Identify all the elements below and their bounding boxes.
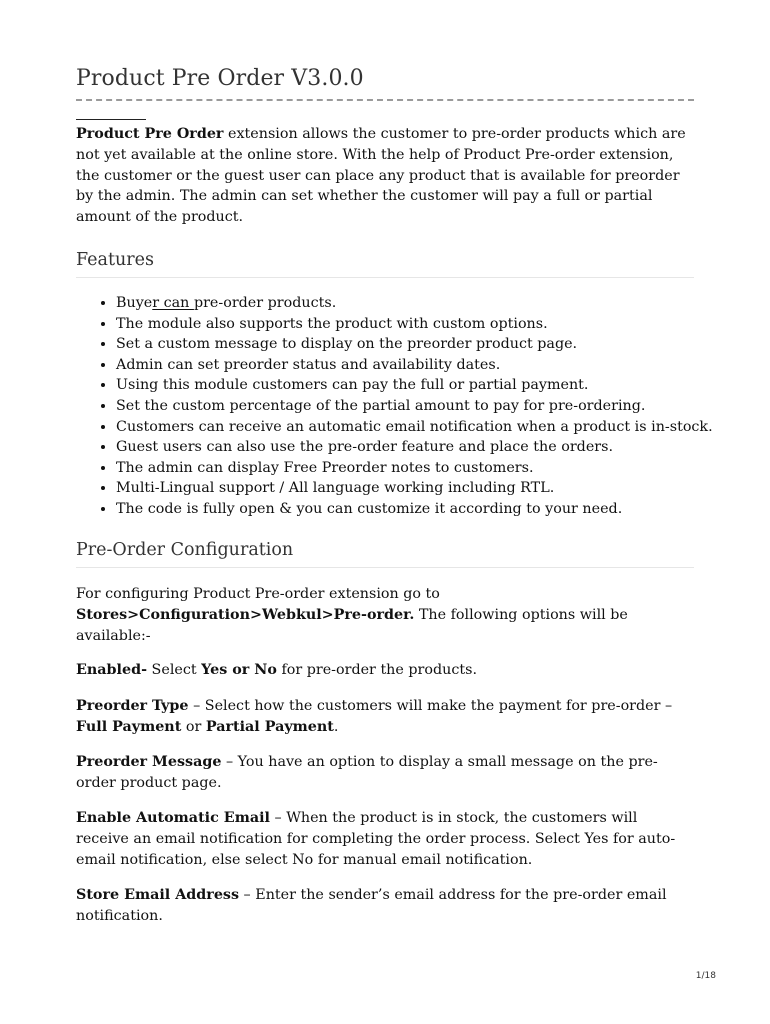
feature-item: • The module also supports the product with custom options.: [116, 314, 756, 335]
preorder-type-label: Preorder Type: [76, 698, 189, 714]
enabled-tail: for pre-order the products.: [276, 662, 477, 678]
config-heading: Pre-Order Configuration: [76, 540, 694, 568]
config-intro: [76, 584, 694, 646]
store-email-option: [76, 885, 694, 927]
preorder-type-option: [76, 696, 694, 738]
config-path: Stores>Configuration>Webkul>Pre-order.: [76, 606, 415, 623]
feature-item: • Admin can set preorder status and availability dates.: [116, 355, 756, 376]
feature-item: • Guest users can also use the pre-order feature and place the orders.: [116, 437, 756, 458]
page-title: Product Pre Order V3.0.0: [76, 66, 364, 91]
store-email-text: – Enter the sender’s email address for the pre-order email notification.: [76, 887, 667, 924]
preorder-message-text: – You have an option to display a small message on the pre-order product page.: [76, 754, 658, 791]
partial-payment-text: Partial Payment: [205, 718, 334, 735]
features-list: [76, 293, 756, 520]
enabled-text: Select: [147, 662, 202, 678]
feature-item: • Customers can receive an automatic email notification when a product is in-stock.: [116, 417, 756, 438]
feature-text-start: Buye: [116, 295, 153, 311]
auto-email-label: Enable Automatic Email: [76, 810, 270, 826]
short-divider: [76, 119, 146, 120]
full-payment-text: Full Payment: [76, 718, 182, 735]
auto-email-option: [76, 808, 694, 870]
enabled-values: Yes or No: [201, 662, 277, 678]
auto-email-text: – When the product is in stock, the customers will receive an email notification for completing the order process. Select Yes for auto-email notification, else select No for manual email notification.: [76, 810, 676, 868]
title-divider: [76, 99, 694, 101]
enabled-option: [76, 660, 694, 681]
preorder-type-text: – Select how the customers will make the payment for pre-order –: [188, 698, 673, 714]
feature-item: • Set the custom percentage of the partial amount to pay for pre-ordering.: [116, 396, 756, 417]
features-heading: Features: [76, 250, 694, 278]
store-email-label: Store Email Address: [76, 887, 240, 903]
intro-paragraph: [76, 124, 694, 228]
preorder-message-label: Preorder Message: [76, 754, 222, 770]
feature-item: • The admin can display Free Preorder notes to customers.: [116, 458, 756, 479]
feature-item: • Multi-Lingual support / All language working including RTL.: [116, 478, 756, 499]
feature-text-end: pre-order products.: [193, 295, 337, 311]
config-intro-text: For configuring Product Pre-order extension go to: [76, 586, 440, 602]
page-number: 1/18: [695, 971, 716, 981]
preorder-type-period: .: [333, 718, 339, 735]
feature-item: • Using this module customers can pay the full or partial payment.: [116, 375, 756, 396]
config-intro-tail: The following options will be available:-: [76, 606, 628, 644]
intro-text: extension allows the customer to pre-order products which are not yet available at the online store. With the help of Product Pre-order extension, the customer or the guest user can place any product that is available for preorder by the admin. The admin can set whether the customer will pay a full or partial amount of the product.: [76, 126, 686, 226]
feature-text-underlined: r can: [152, 295, 194, 311]
preorder-type-or: or: [181, 718, 206, 735]
preorder-message-option: [76, 752, 694, 794]
feature-item: [116, 293, 756, 314]
intro-strong: Product Pre Order: [76, 126, 224, 142]
feature-item: • Set a custom message to display on the preorder product page.: [116, 334, 756, 355]
feature-item: • The code is fully open & you can customize it according to your need.: [116, 499, 756, 520]
enabled-label: Enabled-: [76, 662, 148, 678]
